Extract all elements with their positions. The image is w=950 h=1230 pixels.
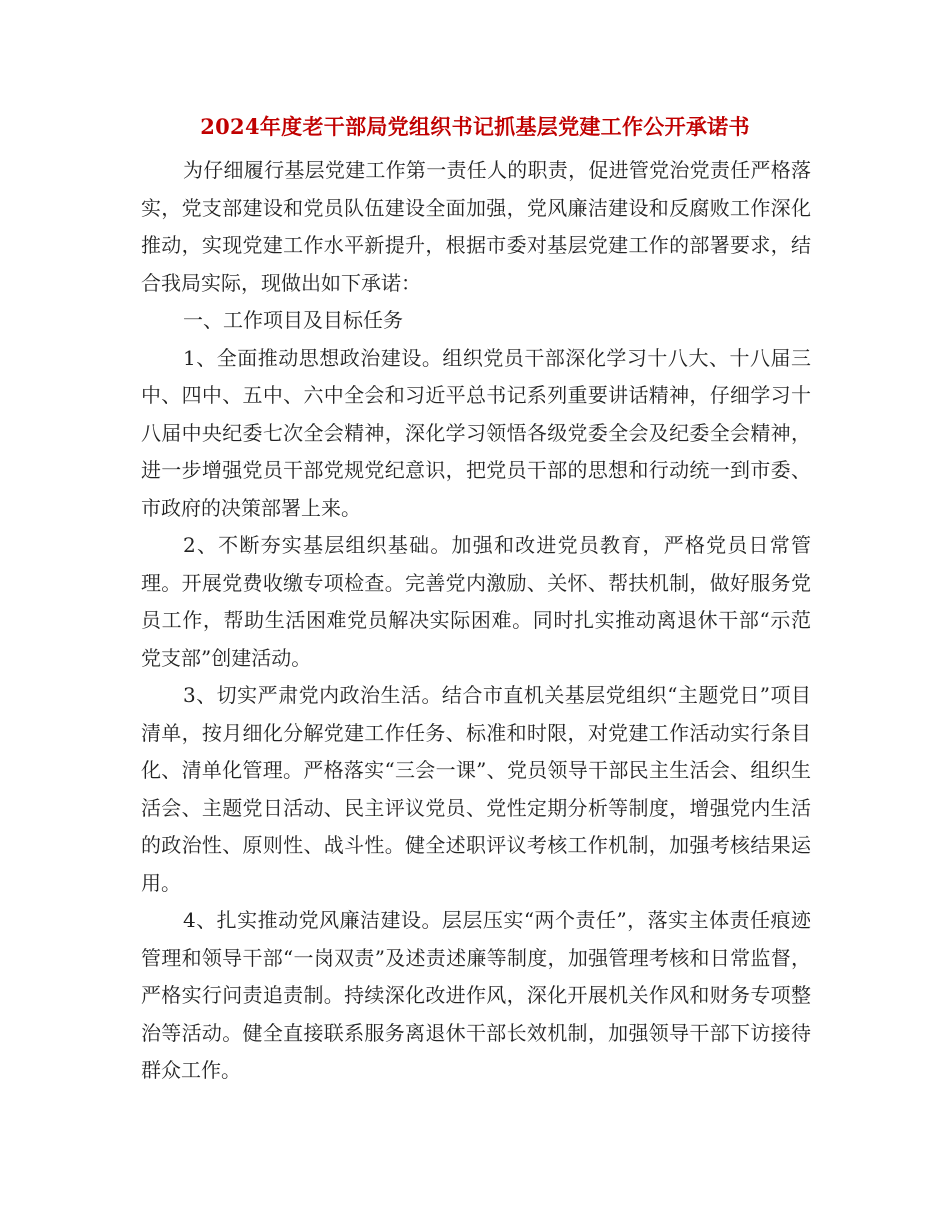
document-body [141,152,811,1090]
section-heading: 一、工作项目及目标任务 [183,308,403,332]
paragraph-item-2: 2、不断夯实基层组织基础。加强和改进党员教育，严格党员日常管理。开展党费收缴专项检查。完善党内激励、关怀、帮扶机制，做好服务党员工作，帮助生活困难党员解决实际困难。同时扎实推动离退休干部“示范党支部”创建活动。 [141,533,811,670]
paragraph-intro: 为仔细履行基层党建工作第一责任人的职责，促进管党治党责任严格落实，党支部建设和党员队伍建设全面加强，党风廉洁建设和反腐败工作深化推动，实现党建工作水平新提升，根据市委对基层党建工作的部署要求，结合我局实际，现做出如下承诺： [141,158,811,295]
paragraph-item-1: 1、全面推动思想政治建设。组织党员干部深化学习十八大、十八届三中、四中、五中、六中全会和习近平总书记系列重要讲话精神，仔细学习十八届中央纪委七次全会精神，深化学习领悟各级党委全会及纪委全会精神，进一步增强党员干部党规党纪意识，把党员干部的思想和行动统一到市委、市政府的决策部署上来。 [141,345,811,520]
document-title: 2024年度老干部局党组织书记抓基层党建工作公开承诺书 [200,114,750,139]
paragraph-item-3: 3、切实严肃党内政治生活。结合市直机关基层党组织“主题党日”项目清单，按月细化分解党建工作任务、标准和时限，对党建工作活动实行条目化、清单化管理。严格落实“三会一课”、党员领导干部民主生活会、组织生活会、主题党日活动、民主评议党员、党性定期分析等制度，增强党内生活的政治性、原则性、战斗性。健全述职评议考核工作机制，加强考核结果运用。 [141,683,811,895]
paragraph-item-4: 4、扎实推动党风廉洁建设。层层压实“两个责任”，落实主体责任痕迹管理和领导干部“一岗双责”及述责述廉等制度，加强管理考核和日常监督，严格实行问责追责制。持续深化改进作风，深化开展机关作风和财务专项整治等活动。健全直接联系服务离退休干部长效机制，加强领导干部下访接待群众工作。 [141,908,811,1082]
